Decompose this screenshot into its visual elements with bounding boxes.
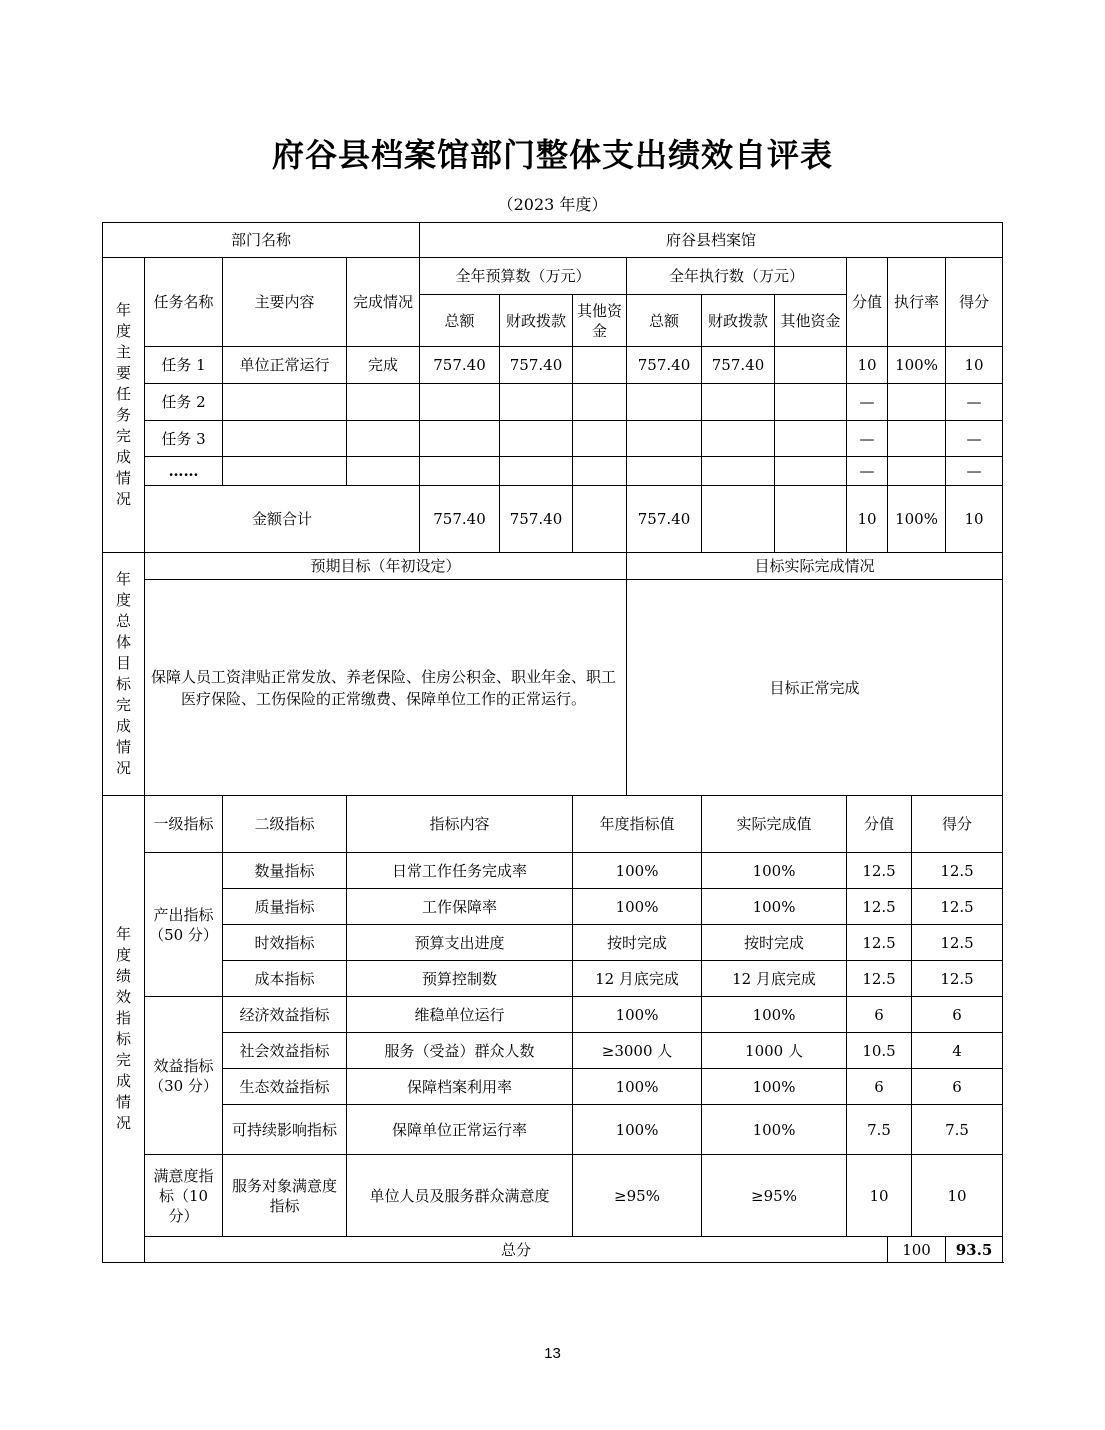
exec-other <box>775 384 847 421</box>
score: 6 <box>912 1069 1003 1105</box>
header-exec: 全年执行数（万元） <box>627 258 847 295</box>
score: 10 <box>912 1155 1003 1237</box>
target-value: 100% <box>573 997 702 1033</box>
total-exec-other <box>775 486 847 553</box>
exec-total <box>627 384 702 421</box>
score-value: 7.5 <box>847 1105 912 1155</box>
actual-value: 1000 人 <box>702 1033 847 1069</box>
header-exec-other: 其他资金 <box>775 295 847 347</box>
header-score-value: 分值 <box>847 258 888 347</box>
score-value: 12.5 <box>847 925 912 961</box>
exec-other <box>775 421 847 457</box>
task-score: — <box>946 457 1003 486</box>
indicator-content: 预算支出进度 <box>347 925 573 961</box>
level2: 成本指标 <box>223 961 347 997</box>
table-row <box>103 853 1003 889</box>
header-target: 年度指标值 <box>573 796 702 853</box>
task-header-row <box>103 258 1003 295</box>
header-task-content: 主要内容 <box>223 258 347 347</box>
total-exec-fiscal <box>702 486 775 553</box>
task-rate <box>888 457 946 486</box>
actual-value: 100% <box>702 1069 847 1105</box>
total-rate: 100% <box>888 486 946 553</box>
total-value: 10 <box>847 486 888 553</box>
grand-total-value: 100 <box>888 1237 946 1263</box>
table-row <box>103 1033 1003 1069</box>
indicator-content: 预算控制数 <box>347 961 573 997</box>
target-value: ≥3000 人 <box>573 1033 702 1069</box>
page-title: 府谷县档案馆部门整体支出绩效自评表 <box>271 136 833 174</box>
header-budget-fiscal: 财政拨款 <box>500 295 573 347</box>
total-exec-total: 757.40 <box>627 486 702 553</box>
level2: 数量指标 <box>223 853 347 889</box>
actual-value: ≥95% <box>702 1155 847 1237</box>
budget-other <box>573 347 627 384</box>
header-exec-total: 总额 <box>627 295 702 347</box>
budget-other <box>573 457 627 486</box>
score-value: 10.5 <box>847 1033 912 1069</box>
task-value: — <box>847 457 888 486</box>
header-task-name: 任务名称 <box>145 258 223 347</box>
table-row <box>103 889 1003 925</box>
score: 4 <box>912 1033 1003 1069</box>
indicator-content: 保障单位正常运行率 <box>347 1105 573 1155</box>
header-level2: 二级指标 <box>223 796 347 853</box>
score-value: 12.5 <box>847 961 912 997</box>
budget-fiscal <box>500 384 573 421</box>
group-output: 产出指标（50 分） <box>145 853 223 997</box>
indicator-content: 单位人员及服务群众满意度 <box>347 1155 573 1237</box>
task-name: 任务 2 <box>145 384 223 421</box>
score: 7.5 <box>912 1105 1003 1155</box>
task-status <box>347 457 420 486</box>
task-content: 单位正常运行 <box>223 347 347 384</box>
group-benefit: 效益指标（30 分） <box>145 997 223 1155</box>
task-content <box>223 421 347 457</box>
exec-total <box>627 421 702 457</box>
score-value: 6 <box>847 1069 912 1105</box>
exec-fiscal <box>702 457 775 486</box>
score-value: 12.5 <box>847 853 912 889</box>
task-status: 完成 <box>347 347 420 384</box>
score-value: 12.5 <box>847 889 912 925</box>
target-value: 12 月底完成 <box>573 961 702 997</box>
dept-label: 部门名称 <box>103 223 420 258</box>
exec-total: 757.40 <box>627 347 702 384</box>
score: 12.5 <box>912 925 1003 961</box>
target-value: 按时完成 <box>573 925 702 961</box>
exec-fiscal <box>702 384 775 421</box>
task-value: — <box>847 421 888 457</box>
actual-value: 12 月底完成 <box>702 961 847 997</box>
budget-total <box>420 421 500 457</box>
budget-other <box>573 421 627 457</box>
exec-other <box>775 457 847 486</box>
indicator-content: 日常工作任务完成率 <box>347 853 573 889</box>
header-level1: 一级指标 <box>145 796 223 853</box>
page-number: 13 <box>544 1345 561 1362</box>
exec-fiscal: 757.40 <box>702 347 775 384</box>
task-score: — <box>946 421 1003 457</box>
header-actual: 实际完成值 <box>702 796 847 853</box>
exec-total <box>627 457 702 486</box>
header-indicator-content: 指标内容 <box>347 796 573 853</box>
score-value: 10 <box>847 1155 912 1237</box>
budget-fiscal <box>500 421 573 457</box>
indicator-content: 工作保障率 <box>347 889 573 925</box>
budget-total <box>420 457 500 486</box>
exec-other <box>775 347 847 384</box>
group-satisfaction: 满意度指标（10 分） <box>145 1155 223 1237</box>
header-task-status: 完成情况 <box>347 258 420 347</box>
indicator-content: 保障档案利用率 <box>347 1069 573 1105</box>
task-rate <box>888 421 946 457</box>
actual-value: 按时完成 <box>702 925 847 961</box>
header-score: 得分 <box>946 258 1003 347</box>
task-rate: 100% <box>888 347 946 384</box>
table-row <box>103 1105 1003 1155</box>
actual-value: 100% <box>702 853 847 889</box>
dept-value: 府谷县档案馆 <box>420 223 1003 258</box>
header-perf-value: 分值 <box>847 796 912 853</box>
header-budget-total: 总额 <box>420 295 500 347</box>
task-name: 任务 3 <box>145 421 223 457</box>
header-exec-fiscal: 财政拨款 <box>702 295 775 347</box>
task-status <box>347 421 420 457</box>
budget-fiscal: 757.40 <box>500 347 573 384</box>
dept-row <box>103 223 1003 258</box>
target-value: 100% <box>573 1069 702 1105</box>
task-value: — <box>847 384 888 421</box>
total-budget-total: 757.40 <box>420 486 500 553</box>
evaluation-table <box>102 222 1003 1263</box>
score: 12.5 <box>912 853 1003 889</box>
header-rate: 执行率 <box>888 258 946 347</box>
tasks-section-label: 年度主要任务完成情况 <box>103 258 145 553</box>
table-row <box>103 997 1003 1033</box>
budget-total: 757.40 <box>420 347 500 384</box>
target-value: 100% <box>573 853 702 889</box>
level2: 生态效益指标 <box>223 1069 347 1105</box>
level2: 时效指标 <box>223 925 347 961</box>
task-score: 10 <box>946 347 1003 384</box>
score: 12.5 <box>912 889 1003 925</box>
grand-total-row <box>103 1237 1003 1263</box>
level2: 服务对象满意度指标 <box>223 1155 347 1237</box>
budget-total <box>420 384 500 421</box>
grand-total-label: 总分 <box>145 1237 888 1263</box>
task-content <box>223 457 347 486</box>
target-value: 100% <box>573 1105 702 1155</box>
header-budget: 全年预算数（万元） <box>420 258 627 295</box>
level2: 质量指标 <box>223 889 347 925</box>
table-row <box>103 457 1003 486</box>
table-row <box>103 961 1003 997</box>
target-value: 100% <box>573 889 702 925</box>
score-value: 6 <box>847 997 912 1033</box>
task-value: 10 <box>847 347 888 384</box>
indicator-content: 维稳单位运行 <box>347 997 573 1033</box>
goal-actual-header: 目标实际完成情况 <box>627 553 1003 580</box>
target-value: ≥95% <box>573 1155 702 1237</box>
table-row <box>103 1069 1003 1105</box>
goal-header-row <box>103 553 1003 580</box>
perf-section-label: 年度绩效指标完成情况 <box>103 796 145 1263</box>
goal-expected-header: 预期目标（年初设定） <box>145 553 627 580</box>
total-budget-fiscal: 757.40 <box>500 486 573 553</box>
task-name: …… <box>145 457 223 486</box>
goal-content-row <box>103 580 1003 796</box>
task-name: 任务 1 <box>145 347 223 384</box>
budget-fiscal <box>500 457 573 486</box>
actual-value: 100% <box>702 1105 847 1155</box>
score: 6 <box>912 997 1003 1033</box>
header-budget-other: 其他资金 <box>573 295 627 347</box>
actual-value: 100% <box>702 889 847 925</box>
score: 12.5 <box>912 961 1003 997</box>
table-row <box>103 421 1003 457</box>
grand-total-score: 93.5 <box>946 1237 1003 1263</box>
goal-expected-text: 保障人员工资津贴正常发放、养老保险、住房公积金、职业年金、职工医疗保险、工伤保险的正常缴费、保障单位工作的正常运行。 <box>145 580 627 796</box>
table-row <box>103 1155 1003 1237</box>
task-rate <box>888 384 946 421</box>
table-row <box>103 384 1003 421</box>
exec-fiscal <box>702 421 775 457</box>
task-content <box>223 384 347 421</box>
perf-header-row <box>103 796 1003 853</box>
task-status <box>347 384 420 421</box>
level2: 社会效益指标 <box>223 1033 347 1069</box>
goal-actual-text: 目标正常完成 <box>627 580 1003 796</box>
actual-value: 100% <box>702 997 847 1033</box>
level2: 可持续影响指标 <box>223 1105 347 1155</box>
level2: 经济效益指标 <box>223 997 347 1033</box>
table-row <box>103 347 1003 384</box>
task-score: — <box>946 384 1003 421</box>
table-row <box>103 925 1003 961</box>
total-budget-other <box>573 486 627 553</box>
header-perf-score: 得分 <box>912 796 1003 853</box>
indicator-content: 服务（受益）群众人数 <box>347 1033 573 1069</box>
total-label: 金额合计 <box>145 486 420 553</box>
budget-other <box>573 384 627 421</box>
goals-section-label: 年度总体目标完成情况 <box>103 553 145 796</box>
total-score: 10 <box>946 486 1003 553</box>
task-total-row <box>103 486 1003 553</box>
report-year: （2023 年度） <box>497 195 608 214</box>
